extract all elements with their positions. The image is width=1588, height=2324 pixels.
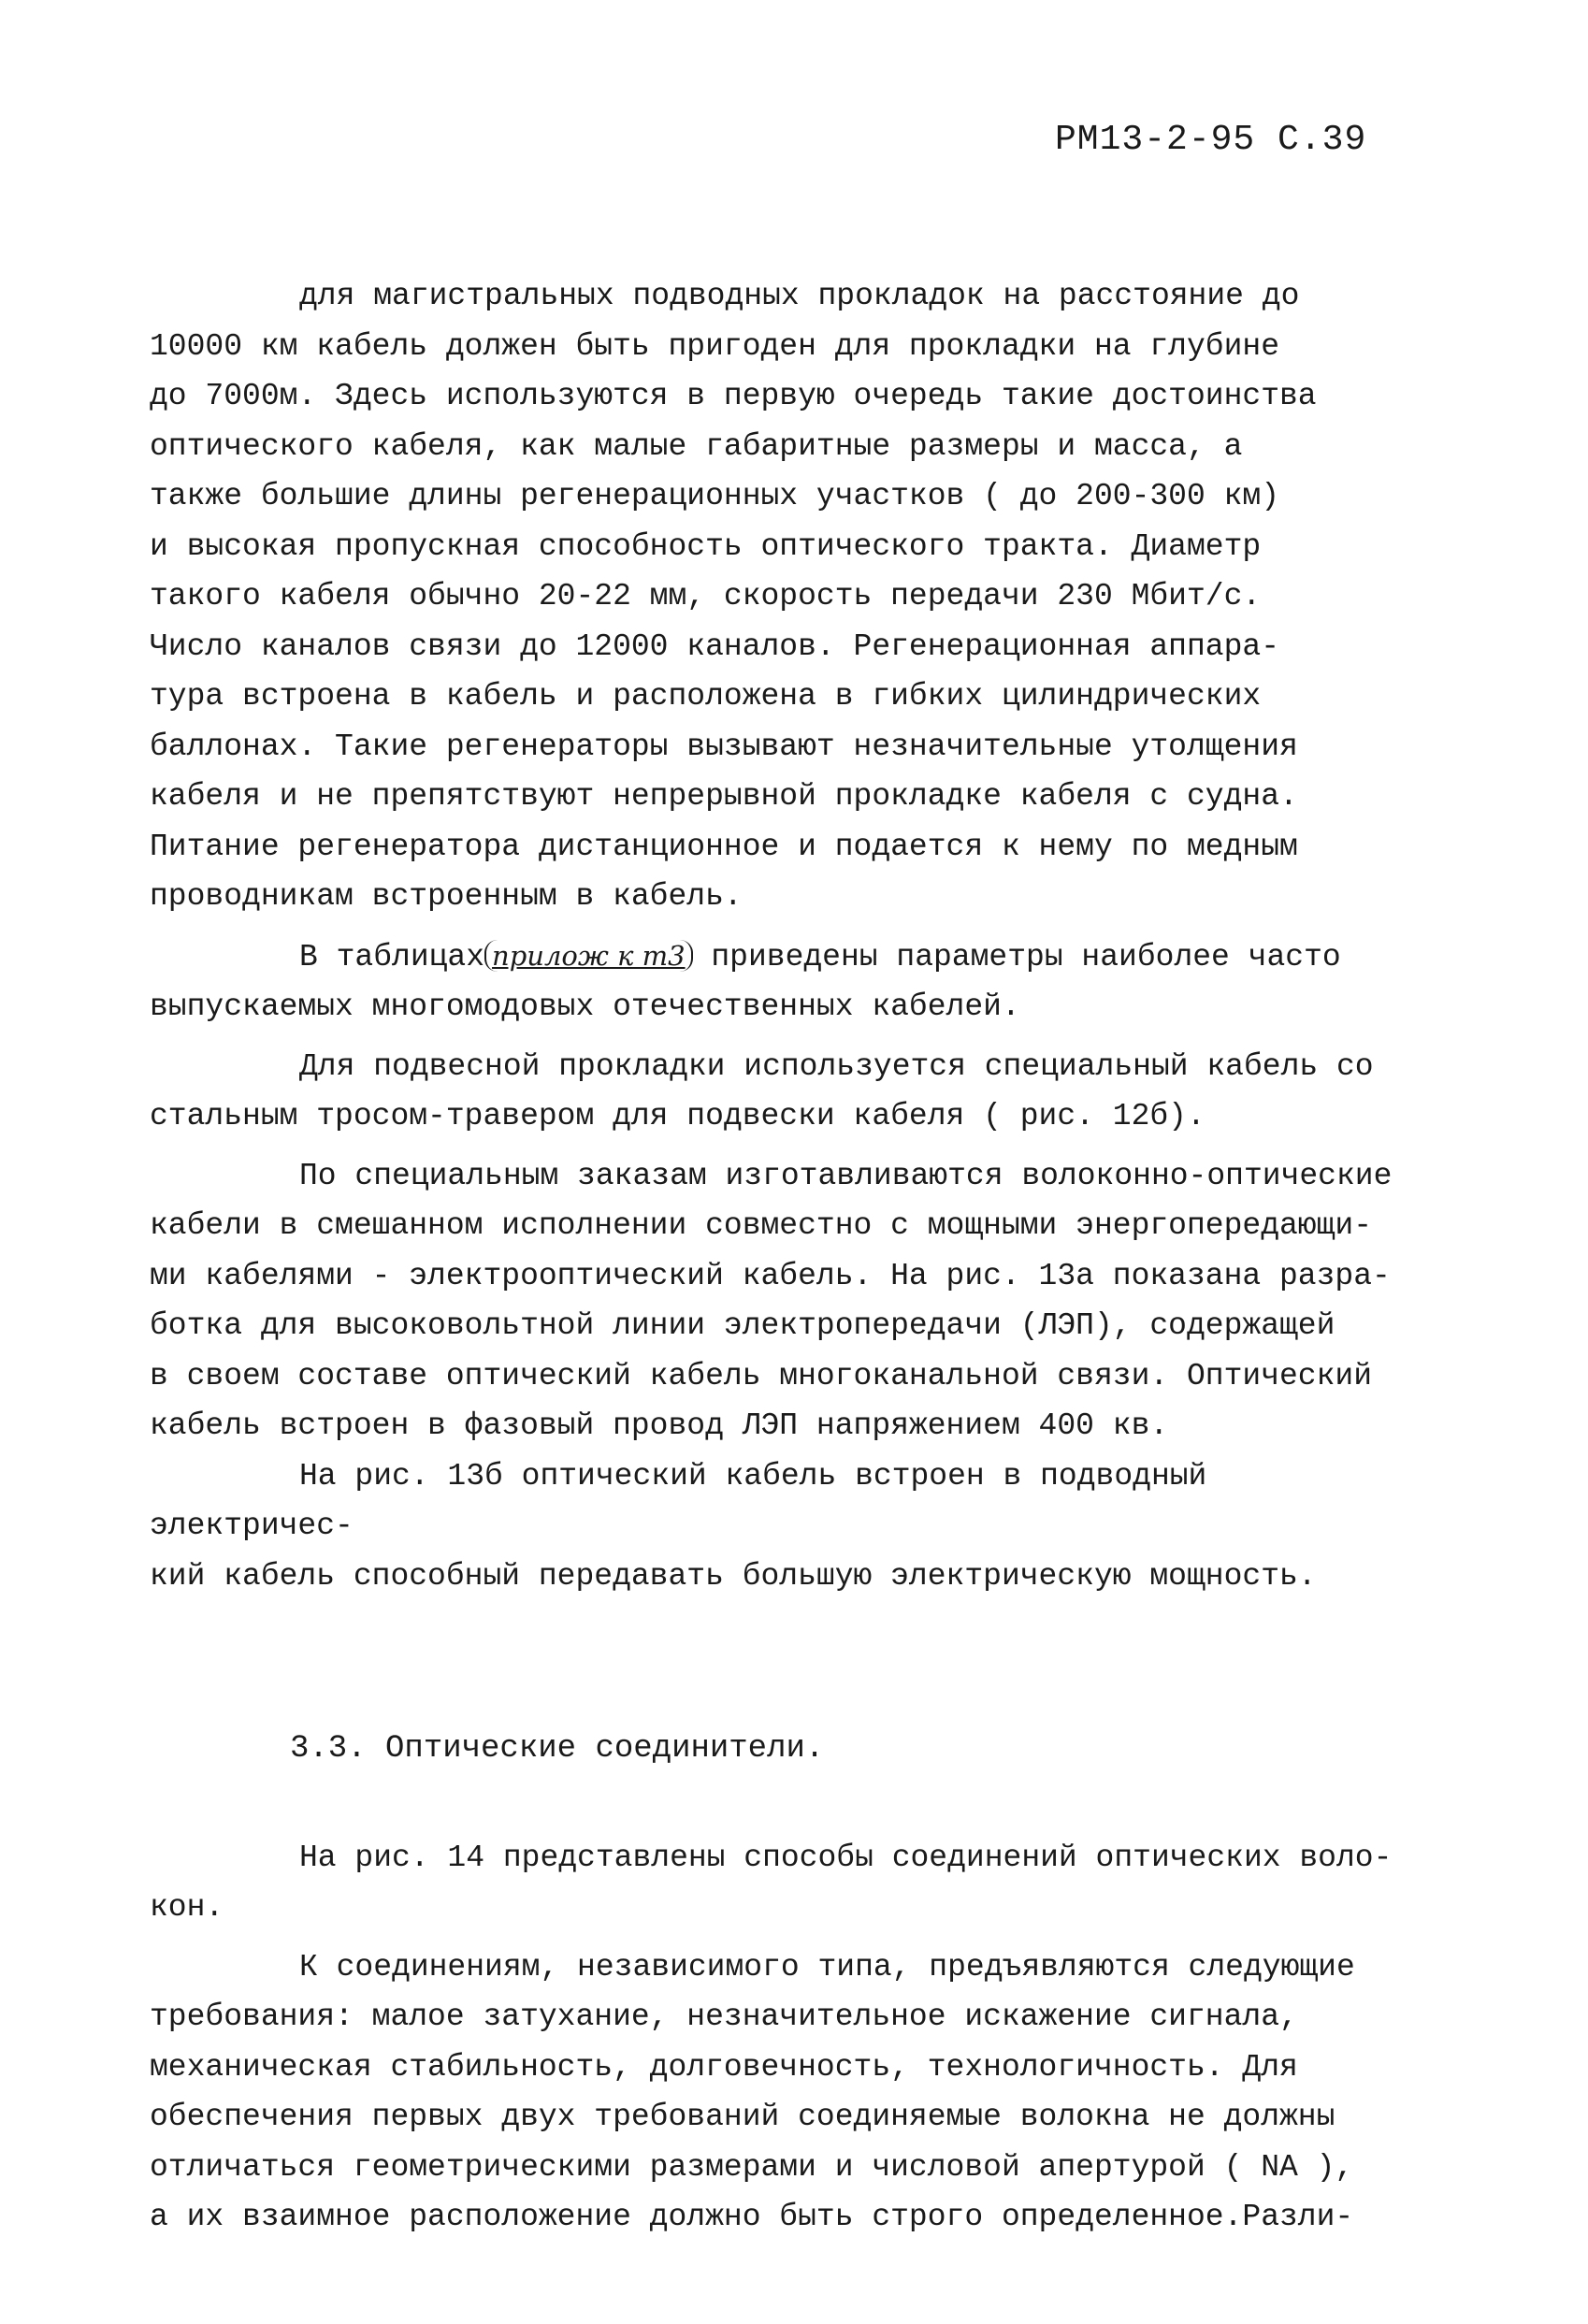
paragraph-4 bbox=[150, 1151, 1422, 1451]
text-line: 10000 км кабель должен быть пригоден для прокладки на глубине bbox=[150, 328, 1279, 364]
paragraph-7 bbox=[150, 1942, 1422, 2243]
text-line: выпускаемых многомодовых отечественных кабелей. bbox=[150, 989, 1020, 1024]
text-line: кабели в смешанном исполнении совместно с мощными энергопередающи- bbox=[150, 1208, 1373, 1243]
text-line: проводникам встроенным в кабель. bbox=[150, 879, 743, 914]
text-line: Число каналов связи до 12000 каналов. Регенерационная аппара- bbox=[150, 628, 1279, 664]
text-line: К соединениям, независимого типа, предъявляются следующие bbox=[299, 1949, 1355, 1985]
text-line: ми кабелями - электрооптический кабель. На рис. 13а показана разра- bbox=[150, 1258, 1391, 1293]
document-body bbox=[150, 271, 1422, 2243]
text-line: обеспечения первых двух требований соединяемые волокна не должны bbox=[150, 2100, 1335, 2134]
text-line: кон. bbox=[150, 1890, 224, 1925]
page-header-code: РМ13-2-95 С.39 bbox=[1055, 120, 1367, 160]
text-line: механическая стабильность, долговечность, технологичность. Для bbox=[150, 2049, 1298, 2085]
text-line: тура встроена в кабель и расположена в гибких цилиндрических bbox=[150, 679, 1262, 714]
text-line: такого кабеля обычно 20-22 мм, скорость передачи 230 Мбит/с. bbox=[150, 579, 1262, 613]
text-line: а их взаимное расположение должно быть строго определенное.Разли- bbox=[150, 2200, 1354, 2234]
text-fragment: В таблицах bbox=[299, 939, 485, 974]
text-line: кий кабель способный передавать большую электрическую мощность. bbox=[150, 1558, 1317, 1594]
text-line: оптического кабеля, как малые габаритные размеры и масса, а bbox=[150, 428, 1243, 464]
text-line: На рис. 13б оптический кабель встроен в подводный электричес- bbox=[150, 1458, 1207, 1543]
text-line: для магистральных подводных прокладок на расстояние до bbox=[299, 279, 1300, 313]
paragraph-6 bbox=[150, 1833, 1422, 1933]
paragraph-5 bbox=[150, 1451, 1422, 1602]
paragraph-3 bbox=[150, 1042, 1422, 1142]
text-line: Для подвесной прокладки используется специальный кабель со bbox=[299, 1048, 1374, 1084]
text-line: требования: малое затухание, незначительное искажение сигнала, bbox=[150, 1999, 1298, 2034]
text-line: Питание регенератора дистанционное и подается к нему по медным bbox=[150, 829, 1298, 864]
text-line: баллонах. Такие регенераторы вызывают незначительные утолщения bbox=[150, 729, 1298, 764]
text-line: также большие длины регенерационных участков ( до 200-300 км) bbox=[150, 479, 1279, 513]
text-line: стальным тросом-травером для подвески кабеля ( рис. 12б). bbox=[150, 1099, 1205, 1133]
text-line bbox=[150, 931, 1422, 983]
paragraph-2 bbox=[150, 931, 1422, 1032]
text-fragment: приведены параметры наиболее часто bbox=[692, 939, 1341, 974]
text-line: На рис. 14 представлены способы соединений оптических воло- bbox=[299, 1840, 1393, 1875]
text-line: и высокая пропускная способность оптического тракта. Диаметр bbox=[150, 528, 1262, 564]
text-line: отличаться геометрическими размерами и числовой апертурой ( NA ), bbox=[150, 2149, 1354, 2185]
section-heading: 3.3. Оптические соединители. bbox=[290, 1731, 825, 1767]
text-line: кабель встроен в фазовый провод ЛЭП напряжением 400 кв. bbox=[150, 1408, 1169, 1443]
text-line: в своем составе оптический кабель многоканальной связи. Оптический bbox=[150, 1358, 1373, 1393]
paragraph-1 bbox=[150, 271, 1422, 922]
text-line: ботка для высоковольтной линии электропередачи (ЛЭП), содержащей bbox=[150, 1308, 1335, 1343]
text-line: По специальным заказам изготавливаются волоконно-оптические bbox=[299, 1158, 1393, 1193]
text-line: кабеля и не препятствуют непрерывной прокладке кабеля с судна. bbox=[150, 779, 1298, 814]
text-line: до 7000м. Здесь используются в первую очередь такие достоинства bbox=[150, 379, 1317, 413]
handwritten-annotation: прилож к т3 bbox=[484, 940, 693, 972]
